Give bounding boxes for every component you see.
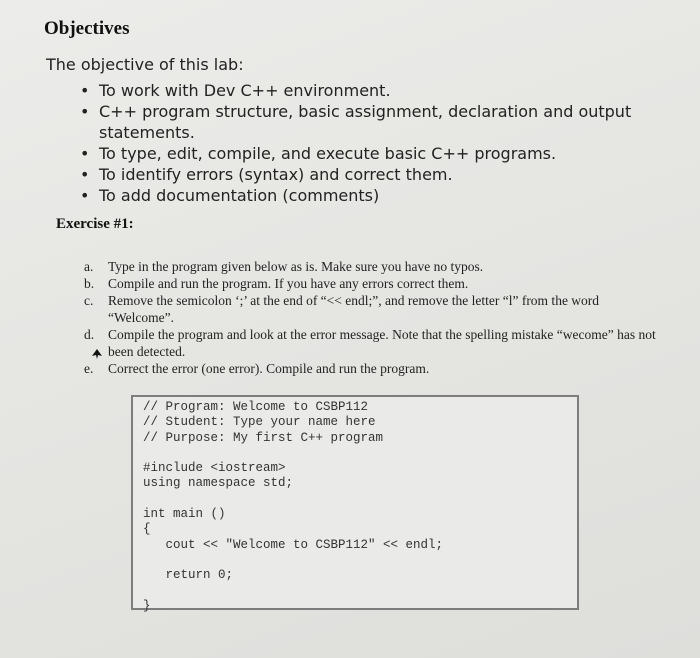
code-line: // Student: Type your name here	[143, 415, 376, 430]
bullet-icon: •	[80, 186, 90, 205]
step-marker: e.	[84, 361, 94, 376]
bullet-icon: •	[80, 81, 90, 100]
code-line: {	[143, 522, 151, 537]
step-text: Compile the program and look at the error message. Note that the spelling mistake “wecome” has not been detected.	[108, 327, 656, 359]
step-marker: a.	[84, 259, 94, 274]
step-item	[80, 326, 660, 360]
objective-item	[72, 80, 672, 101]
objective-text: To work with Dev C++ environment.	[99, 81, 391, 100]
step-text: Type in the program given below as is. Make sure you have no typos.	[108, 259, 484, 274]
step-text: Remove the semicolon ‘;’ at the end of “<< endl;”, and remove the letter “l” from the word “Welcome”.	[108, 293, 600, 325]
exercise-steps	[80, 258, 660, 377]
cursor-arrow-icon	[92, 349, 102, 359]
step-item	[80, 360, 660, 377]
code-line: using namespace std;	[143, 476, 294, 491]
objectives-list	[72, 80, 672, 206]
code-line: return 0;	[143, 568, 234, 583]
step-text: Compile and run the program. If you have any errors correct them.	[108, 276, 469, 291]
objective-item	[72, 185, 672, 206]
objective-text: To add documentation (comments)	[99, 186, 380, 205]
bullet-icon: •	[80, 102, 90, 121]
code-line: }	[143, 598, 151, 613]
objective-item	[72, 101, 672, 143]
step-marker: b.	[84, 276, 95, 291]
objective-text: To type, edit, compile, and execute basic C++ programs.	[99, 144, 557, 163]
code-line	[143, 584, 443, 599]
step-item	[80, 292, 660, 326]
section-heading: Objectives	[44, 18, 130, 39]
code-line	[143, 492, 443, 507]
step-text: Correct the error (one error). Compile and run the program.	[108, 361, 430, 376]
code-line: // Program: Welcome to CSBP112	[143, 400, 369, 414]
objective-text: C++ program structure, basic assignment, declaration and output statements.	[99, 102, 632, 142]
code-line: cout << "Welcome to CSBP112" << endl;	[143, 537, 444, 552]
bullet-icon: •	[80, 144, 90, 163]
code-block	[143, 400, 443, 614]
step-marker: c.	[84, 293, 94, 308]
objective-item	[72, 164, 672, 185]
code-line: #include <iostream>	[143, 461, 286, 476]
code-line	[143, 446, 443, 461]
code-line	[143, 553, 443, 568]
bullet-icon: •	[80, 165, 90, 184]
intro-text: The objective of this lab:	[46, 55, 244, 74]
objective-item	[72, 143, 672, 164]
step-item	[80, 275, 660, 292]
step-marker: d.	[84, 327, 95, 342]
exercise-title: Exercise #1:	[56, 216, 134, 232]
objective-text: To identify errors (syntax) and correct them.	[99, 165, 453, 184]
code-line: // Purpose: My first C++ program	[143, 430, 384, 445]
code-line: int main ()	[143, 507, 226, 522]
step-item	[80, 258, 660, 275]
